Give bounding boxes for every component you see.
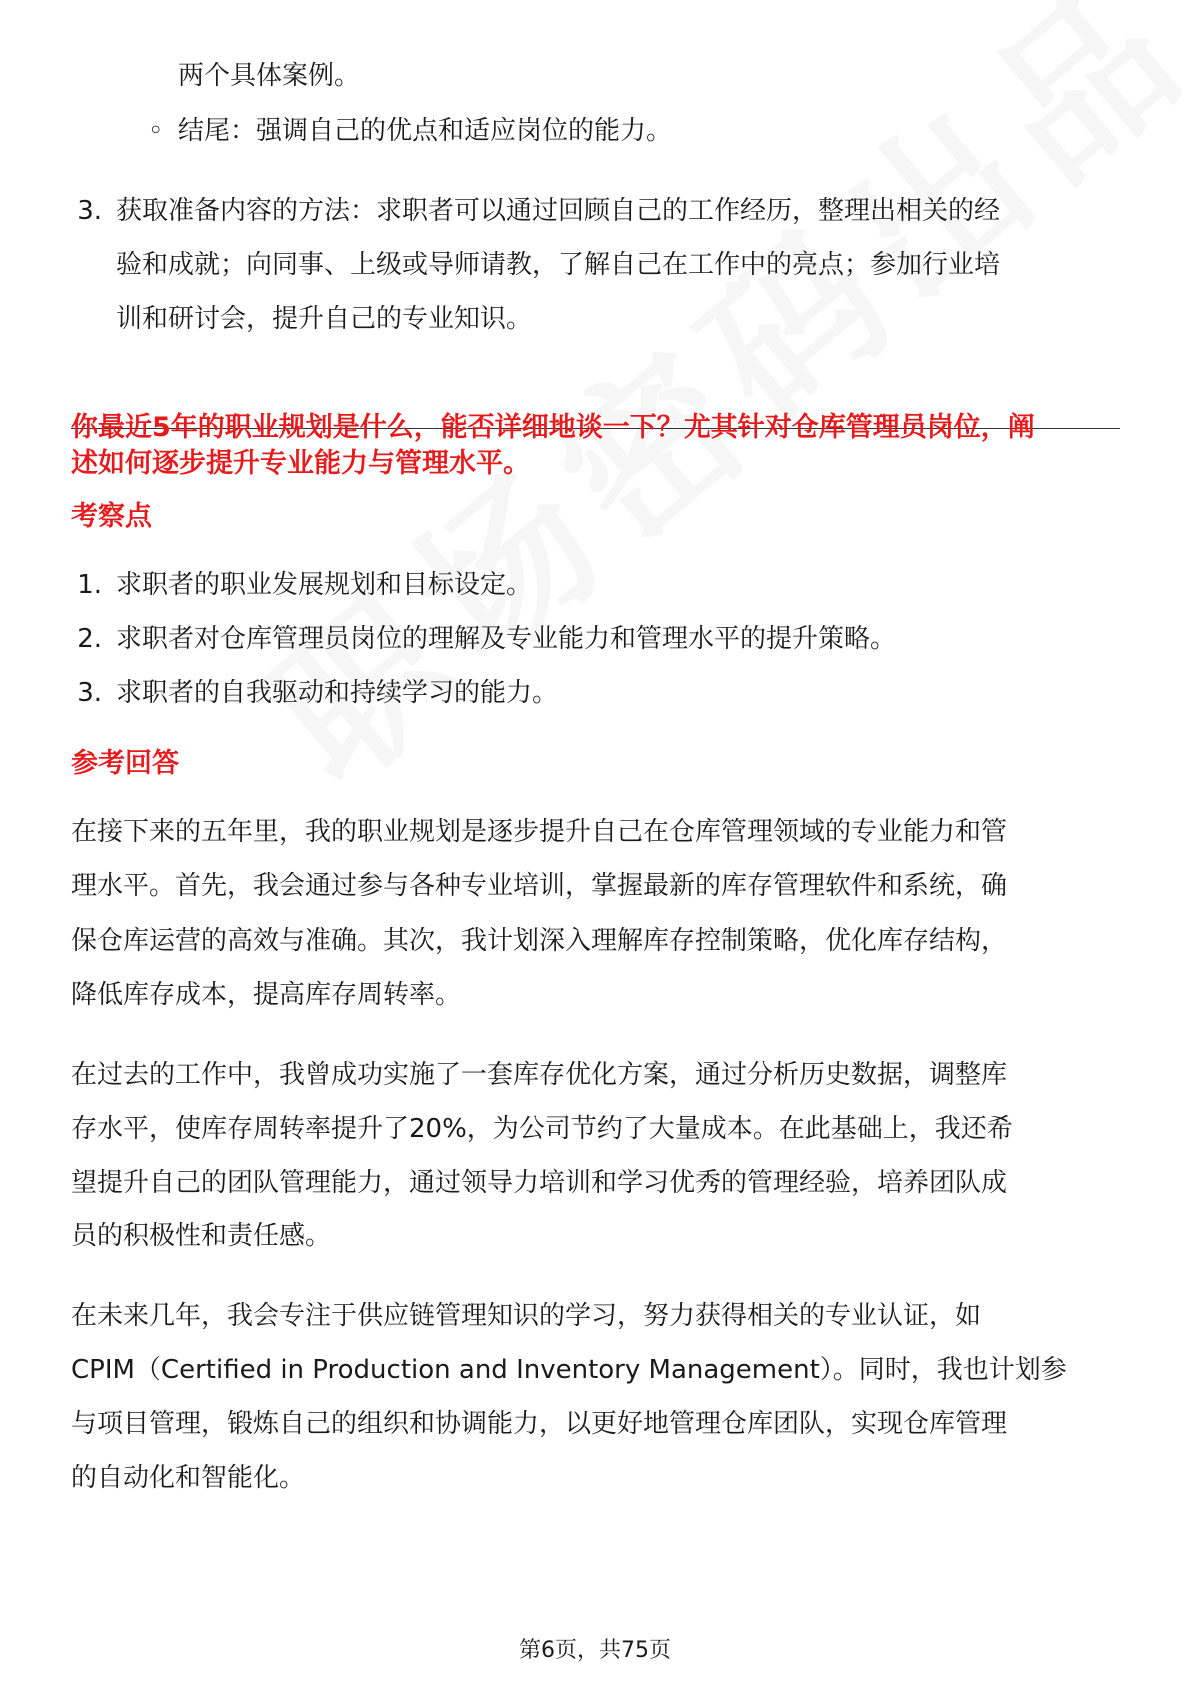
list-item-number: 3. (77, 196, 102, 226)
sub-bullet-icon: ◦ (148, 116, 164, 146)
paragraph-line: 的自动化和智能化。 (71, 1463, 306, 1493)
paragraph-line: 降低库存成本，提高库存周转率。 (71, 980, 462, 1010)
exam-points-heading: 考察点 (71, 501, 152, 532)
list-item-line: 验和成就；向同事、上级或导师请教，了解自己在工作中的亮点；参加行业培 (116, 250, 1001, 280)
list-item-line: 获取准备内容的方法：求职者可以通过回顾自己的工作经历，整理出相关的经 (116, 196, 1001, 226)
list-item-number: 2. (77, 624, 102, 654)
question-line: 你最近5年的职业规划是什么，能否详细地谈一下？尤其针对仓库管理员岗位，阐 (71, 412, 1035, 443)
reference-answer-heading: 参考回答 (71, 748, 179, 779)
list-item: 求职者的自我驱动和持续学习的能力。 (116, 678, 559, 708)
paragraph-line: 望提升自己的团队管理能力，通过领导力培训和学习优秀的管理经验，培养团队成 (71, 1168, 1008, 1198)
sub-list-item: 结尾：强调自己的优点和适应岗位的能力。 (178, 116, 673, 146)
list-item-number: 1. (77, 570, 102, 600)
paragraph-line: 在过去的工作中，我曾成功实施了一套库存优化方案，通过分析历史数据，调整库 (71, 1060, 1008, 1090)
list-item-line: 训和研讨会，提升自己的专业知识。 (116, 304, 533, 334)
paragraph-line: 与项目管理，锻炼自己的组织和协调能力，以更好地管理仓库团队，实现仓库管理 (71, 1409, 1008, 1439)
paragraph-line: 存水平，使库存周转率提升了20%，为公司节约了大量成本。在此基础上，我还希 (71, 1114, 1013, 1144)
paragraph-line: 理水平。首先，我会通过参与各种专业培训，掌握最新的库存管理软件和系统，确 (71, 871, 1008, 901)
paragraph-line: CPIM（Certified in Production and Inventory Management）。同时，我也计划参 (71, 1355, 1067, 1385)
list-item: 求职者的职业发展规划和目标设定。 (116, 570, 533, 600)
paragraph-line: 员的积极性和责任感。 (71, 1221, 332, 1251)
paragraph-line: 保仓库运营的高效与准确。其次，我计划深入理解库存控制策略，优化库存结构， (71, 926, 1008, 956)
list-item: 求职者对仓库管理员岗位的理解及专业能力和管理水平的提升策略。 (116, 624, 897, 654)
continued-list-line: 两个具体案例。 (178, 61, 361, 91)
list-item-number: 3. (77, 678, 102, 708)
paragraph-line: 在接下来的五年里，我的职业规划是逐步提升自己在仓库管理领域的专业能力和管 (71, 817, 1008, 847)
paragraph-line: 在未来几年，我会专注于供应链管理知识的学习，努力获得相关的专业认证，如 (71, 1301, 982, 1331)
page-number: 第6页，共75页 (519, 1638, 671, 1663)
question-line: 述如何逐步提升专业能力与管理水平。 (71, 448, 530, 479)
